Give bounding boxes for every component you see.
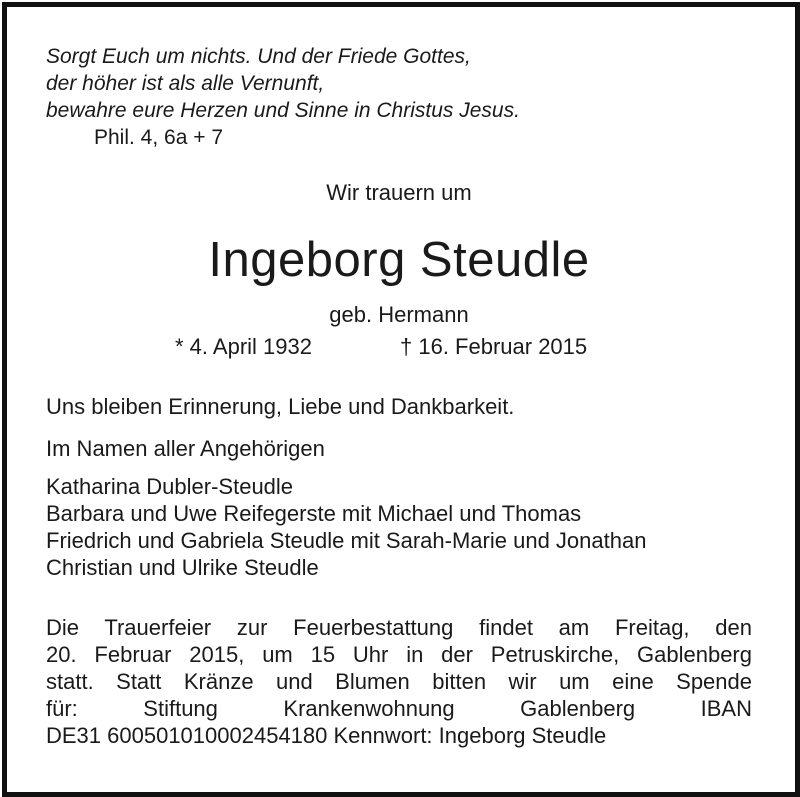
mourner-line: Friedrich und Gabriela Steudle mit Sarah-Marie und Jonathan [46, 528, 647, 553]
service-line: 20. Februar 2015, um 15 Uhr in der Petruskirche, Gablenberg [46, 642, 752, 667]
service-line: für: Stiftung Krankenwohnung Gablenberg IBAN [46, 696, 752, 721]
service-line: DE31 600501010002454180 Kennwort: Ingeborg Steudle [46, 723, 607, 748]
deceased-name: Ingeborg Steudle [208, 233, 590, 287]
verse-source: Phil. 4, 6a + 7 [94, 126, 224, 149]
mourner-line: Katharina Dubler-Steudle [46, 474, 294, 499]
mourner-line: Christian und Ulrike Steudle [46, 555, 319, 580]
on-behalf-text: Im Namen aller Angehörigen [46, 436, 325, 461]
service-line: statt. Statt Kränze und Blumen bitten wir um eine Spende [46, 669, 752, 694]
verse-line-1: Sorgt Euch um nichts. Und der Friede Gottes, [46, 45, 471, 68]
intro-text: Wir trauern um [326, 180, 472, 205]
verse-line-2: der höher ist als alle Vernunft, [46, 72, 325, 95]
remembrance-text: Uns bleiben Erinnerung, Liebe und Dankbarkeit. [46, 394, 515, 419]
service-line: Die Trauerfeier zur Feuerbestattung findet am Freitag, den [46, 615, 752, 640]
maiden-name: geb. Hermann [329, 302, 469, 327]
death-date: † 16. Februar 2015 [400, 334, 588, 359]
birth-date: * 4. April 1932 [175, 334, 312, 359]
verse-line-3: bewahre eure Herzen und Sinne in Christus Jesus. [46, 99, 520, 122]
mourner-line: Barbara und Uwe Reifegerste mit Michael und Thomas [46, 501, 582, 526]
